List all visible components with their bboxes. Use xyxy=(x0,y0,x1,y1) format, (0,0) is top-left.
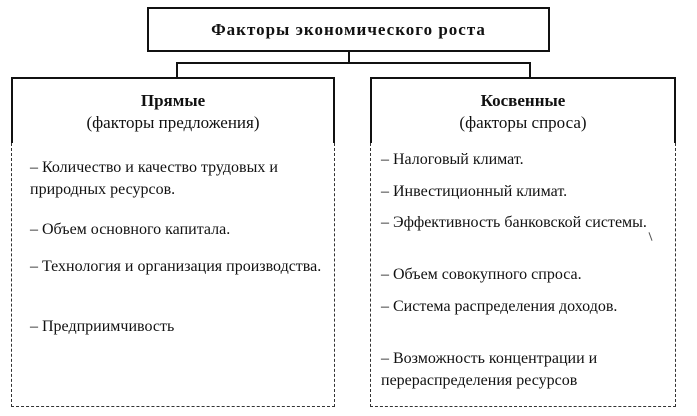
direct-factors-list xyxy=(11,143,335,407)
list-item: – Объем совокупного спроса. xyxy=(381,266,582,283)
indirect-factors-list xyxy=(370,143,676,407)
connector-title-vertical xyxy=(348,52,350,63)
list-item: – Возможность концентрации и перераспределения ресурсов xyxy=(381,350,598,389)
direct-factors-title: Прямые xyxy=(140,91,206,110)
direct-factors-subtitle: (факторы предложения) xyxy=(86,113,260,132)
indirect-factors-header xyxy=(370,77,676,145)
list-item: – Налоговый климат. xyxy=(381,151,524,168)
connector-right-vertical xyxy=(529,62,531,77)
list-item: – Инвестиционный климат. xyxy=(381,183,568,200)
list-item: – Эффективность банковской системы. xyxy=(381,214,647,231)
direct-factors-header xyxy=(11,77,335,145)
connector-title-horizontal xyxy=(176,62,531,64)
connector-left-vertical xyxy=(176,62,178,77)
list-item: – Система распределения доходов. xyxy=(381,298,618,315)
list-item: – Объем основного капитала. xyxy=(30,221,231,238)
list-item: – Количество и качество трудовых и природных ресурсов. xyxy=(30,159,278,198)
indirect-factors-title: Косвенные xyxy=(480,91,566,110)
diagram-title: Факторы экономического роста xyxy=(147,7,550,52)
indirect-factors-subtitle: (факторы спроса) xyxy=(459,113,587,132)
list-item: – Предприимчивость xyxy=(30,318,175,335)
list-item: – Технология и организация производства. xyxy=(30,258,322,275)
